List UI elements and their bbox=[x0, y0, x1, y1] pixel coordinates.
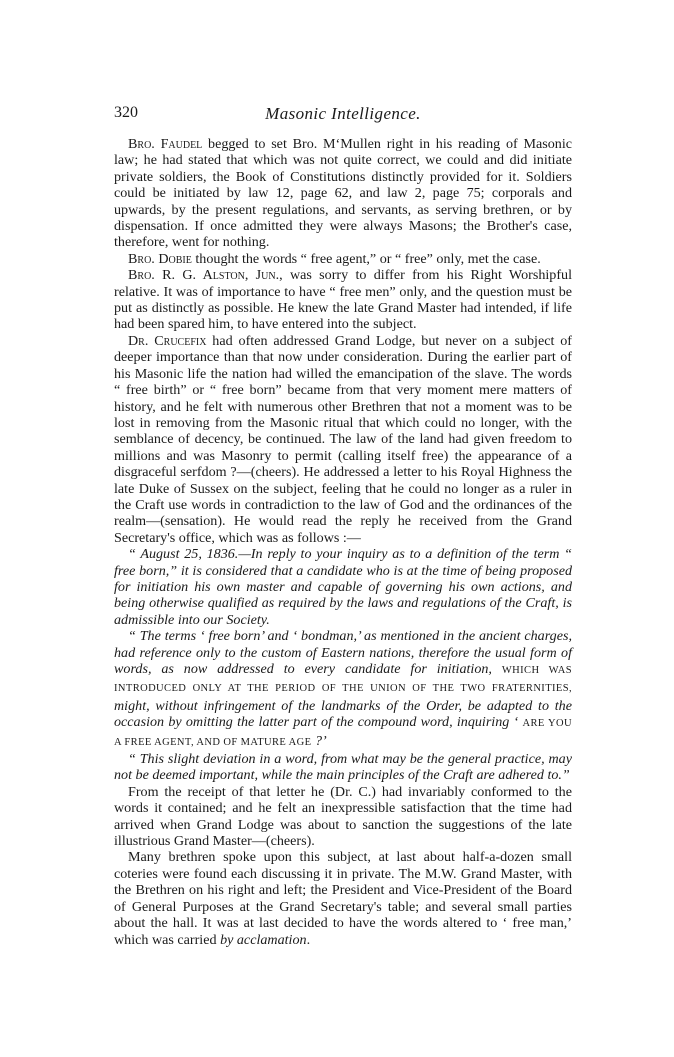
speaker-name: Dr. Crucefix bbox=[128, 332, 207, 349]
paragraph-faudel bbox=[114, 136, 572, 251]
paragraph-conformed bbox=[114, 784, 572, 850]
paragraph-text: Many brethren spoke upon this subject, at last about half-a-dozen small coteries were found each discussing it in private. The M.W. Grand Master, with the Brethren on his right and left; the President and Vice-President of the Board of General Purposes at the Grand Secretary's table; and several small parties about the hall. It was at last decided to have the words altered to ‘ free man,’ which was carried bbox=[114, 849, 572, 948]
quote-text: ?’ bbox=[311, 732, 327, 749]
paragraph-text: had often addressed Grand Lodge, but never on a subject of deeper importance than that now under consideration. During the earlier part of his Masonic life the nation had willed the emancipation of the slave. The words “ free birth” or “ free born” became from that very moment mere matters of history, and he felt with numerous other Brethren that not a moment was to be lost in removing from the Masonic ritual that which could no longer, with the semblance of decency, be continued. The law of the land had given freedom to millions and was Masonry to permit (calling itself free) the appearance of a disgraceful serfdom ?—(cheers). He addressed a letter to his Royal Highness the late Duke of Sussex on the subject, feeling that he could no longer as a ruler in the Craft use words in contradiction to the law of God and the ordinances of the realm—(sensation). He would read the reply he received from the Grand Secretary's office, which was as follows :— bbox=[114, 332, 572, 546]
paragraph-text: thought the words “ free agent,” or “ free” only, met the case. bbox=[191, 250, 541, 267]
paragraph-alston bbox=[114, 267, 572, 333]
speaker-name: Bro. R. G. Alston, Jun. bbox=[128, 267, 280, 284]
running-title: Masonic Intelligence. bbox=[265, 104, 421, 123]
quote-text: “ The terms ‘ free born’ and ‘ bondman,’ as mentioned in the ancient charges, had reference only to the custom of Eastern nations, therefore the usual form of words, as now addressed to every candidate for initiation, bbox=[114, 628, 572, 677]
paragraph-end: . bbox=[306, 931, 311, 948]
paragraph-text: From the receipt of that letter he (Dr. C.) had invariably conformed to the words it contained; and he felt an inexpressible satisfaction that the time had arrived when Grand Lodge was about to sanction the suggestions of the late illustrious Grand Master—(cheers). bbox=[114, 783, 572, 850]
letter-quote-1 bbox=[114, 546, 572, 628]
quote-caps-text: ARE YOU A FREE AGENT, AND OF MATURE AGE bbox=[114, 718, 572, 748]
speaker-name: Bro. Faudel bbox=[128, 136, 203, 152]
page-header bbox=[114, 104, 572, 126]
paragraph-dobie bbox=[114, 251, 572, 267]
paragraph-text: begged to set Bro. M‘Mullen right in his reading of Masonic law; he had stated that which was not quite correct, we could and did initiate private soldiers, the Book of Constitutions distinctly provided for it. Soldiers could be initiated by law 12, page 62, and law 2, page 75; corporals and upwards, by the present regulations, and servants, as serving brethren, or by dispensation. If once admitted they were always Masons; the Brother's case, therefore, went for nothing. bbox=[114, 136, 573, 251]
paragraph-text: , was sorry to differ from his Right Worshipful relative. It was of importance to have “ free men” only, and the question must be put as distinctly as possible. He knew the late Grand Master had intended, if life had been spared him, to have entered into the subject. bbox=[114, 267, 572, 333]
paragraph-crucefix bbox=[114, 333, 572, 546]
emphasis-text: by acclamation bbox=[220, 931, 307, 948]
quote-text: “ This slight deviation in a word, from what may be the general practice, may not be deemed important, while the main principles of the Craft are adhered to.” bbox=[114, 751, 572, 784]
paragraph-decision bbox=[114, 849, 572, 947]
quote-caps-text: WHICH WAS INTRODUCED ONLY AT THE PERIOD OF THE UNION OF THE TWO FRATERNITIES, bbox=[114, 665, 573, 695]
letter-quote-2 bbox=[114, 628, 572, 751]
article-body bbox=[114, 136, 572, 948]
quote-text: might, without infringement of the landmarks of the Order, be adapted to the occasion by omitting the latter part of the compound word, inquiring ‘ bbox=[114, 697, 572, 731]
page-number: 320 bbox=[114, 104, 138, 121]
page bbox=[114, 104, 572, 948]
letter-quote-3 bbox=[114, 751, 572, 784]
speaker-name: Bro. Dobie bbox=[128, 250, 192, 267]
quote-text: “ August 25, 1836.—In reply to your inquiry as to a definition of the term “ free born,” it is considered that a candidate who is at the time of being proposed for initiation his own master and capable of governing his own actions, and being otherwise qualified as required by the laws and regulations of the Craft, is admissible into our Society. bbox=[114, 546, 572, 628]
